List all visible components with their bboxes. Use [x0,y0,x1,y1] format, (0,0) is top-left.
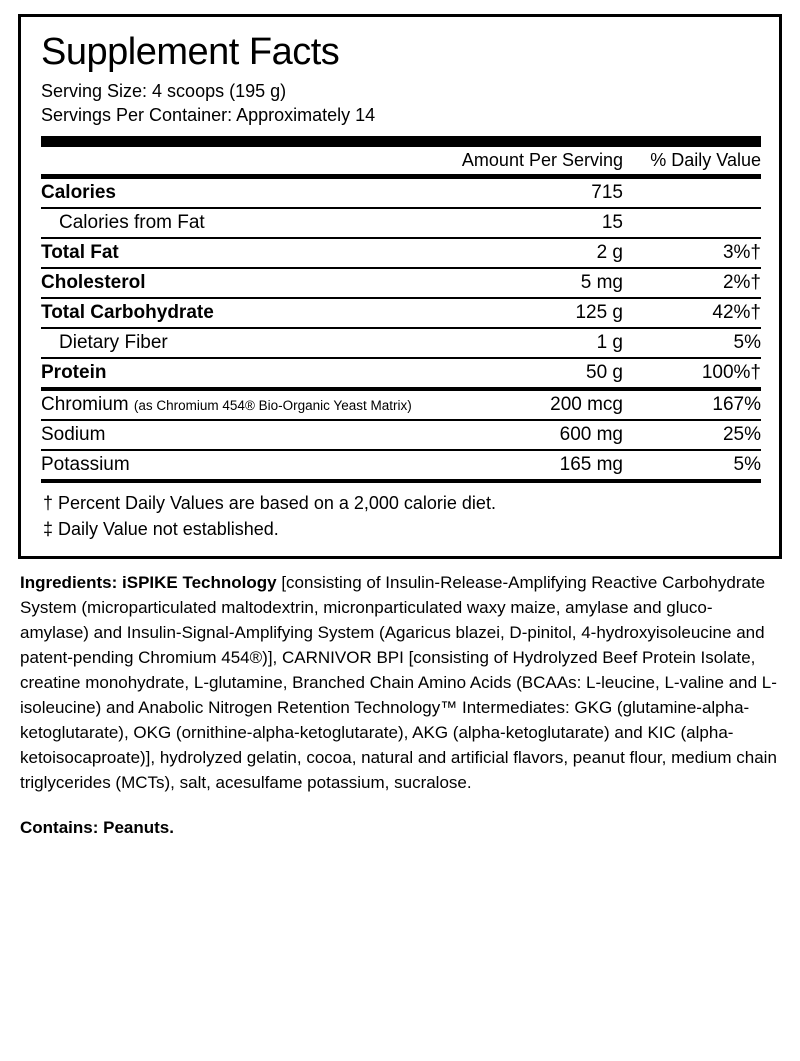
row-amount: 715 [433,179,629,208]
row-label: Total Carbohydrate [41,298,433,328]
mineral-name: Chromium [41,394,129,416]
ingredients-paragraph [20,571,780,796]
footnote-daily-value: † Percent Daily Values are based on a 2,000 calorie diet. [43,493,496,514]
row-label: Total Fat [41,238,433,268]
row-label: Dietary Fiber [41,328,433,358]
table-header-row [41,147,761,174]
row-amount: 50 g [433,358,629,389]
table-row [41,328,761,358]
row-daily-value [629,179,761,208]
divider-thick-top [41,136,761,147]
header-amount-per-serving: Amount Per Serving [461,150,623,171]
row-label: Calories from Fat [41,208,433,238]
allergen-statement: Contains: Peanuts. [20,817,174,837]
row-label: Sodium [41,420,433,450]
row-daily-value: 2%† [629,268,761,298]
row-amount: 200 mcg [433,389,629,420]
nutrition-table [41,147,761,174]
row-amount: 600 mg [433,420,629,450]
page-title: Supplement Facts [41,31,340,73]
ingredients-bold-term: iSPIKE Technology [122,572,277,592]
row-label: Potassium [41,450,433,481]
row-daily-value: 5% [629,328,761,358]
row-daily-value [629,208,761,238]
row-daily-value: 100%† [629,358,761,389]
table-row [41,179,761,208]
table-row [41,208,761,238]
ingredients-label: Ingredients: [20,572,123,592]
table-row [41,238,761,268]
row-label [41,389,433,420]
table-row [41,389,761,420]
footnote-not-established: ‡ Daily Value not established. [43,518,279,539]
ingredients-text: [consisting of Insulin-Release-Amplifying Reactive Carbohydrate System (microparticulated maltodextrin, micronparticulated waxy maize, amylase and gluco-amylase) and Insulin-Signal-Amplifying System (Agaricus blazei, D-pinitol, 4-hydroxyisoleucine and patent-pending Chromium 454®)], CARNIVOR BPI [consisting of Hydrolyzed Beef Protein Isolate, creatine monohydrate, L-glutamine, Branched Chain Amino Acids (BCAAs: L-leucine, L-valine and L-isoleucine) and Anabolic Nitrogen Retention Technology™ Intermediates: GKG (glutamine-alpha-ketoglutarate), OKG (ornithine-alpha-ketoglutarate), AKG (alpha-ketoglutarate) and KIC (alpha-ketoisocaproate)], hydrolyzed gelatin, cocoa, natural and artificial flavors, peanut flour, medium chain triglycerides (MCTs), salt, acesulfame potassium, sucralose. [20,572,777,792]
row-label: Cholesterol [41,268,433,298]
row-daily-value: 3%† [629,238,761,268]
row-amount: 5 mg [433,268,629,298]
row-label: Calories [41,179,433,208]
row-daily-value: 42%† [629,298,761,328]
row-label: Protein [41,358,433,389]
table-row [41,358,761,389]
row-daily-value: 167% [629,389,761,420]
row-amount: 15 [433,208,629,238]
row-amount: 2 g [433,238,629,268]
row-amount: 165 mg [433,450,629,481]
table-row [41,298,761,328]
nutrient-rows-table [41,179,761,483]
servings-per-container: Servings Per Container: Approximately 14 [41,105,376,126]
table-row [41,450,761,481]
supplement-facts-panel [18,14,782,559]
row-daily-value: 25% [629,420,761,450]
footnotes [41,483,761,545]
header-spacer [41,147,433,174]
row-daily-value: 5% [629,450,761,481]
table-row [41,420,761,450]
header-daily-value: % Daily Value [650,150,761,171]
row-amount: 1 g [433,328,629,358]
mineral-source-note: (as Chromium 454® Bio-Organic Yeast Matrix) [133,398,412,414]
row-amount: 125 g [433,298,629,328]
serving-size: Serving Size: 4 scoops (195 g) [41,80,287,101]
table-row [41,268,761,298]
